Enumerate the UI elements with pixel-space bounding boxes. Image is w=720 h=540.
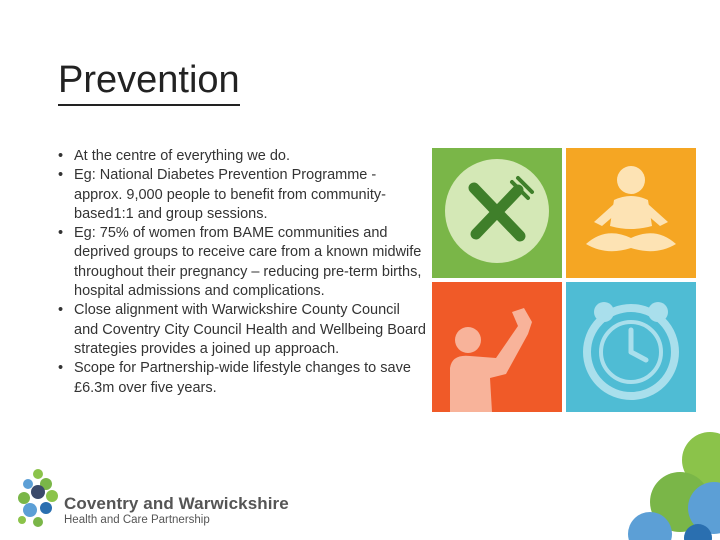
raised-arm-icon bbox=[432, 282, 562, 412]
wellbeing-tile bbox=[566, 148, 696, 278]
bullet-item: • Eg: National Diabetes Prevention Programme - approx. 9,000 people to benefit from community-based1:1 and group sessions. bbox=[56, 166, 428, 224]
fork-knife-icon bbox=[432, 148, 562, 278]
clock-icon bbox=[566, 282, 696, 412]
bullet-item: • Eg: 75% of women from BAME communities and deprived groups to receive care from a known midwife throughout their pregnancy – reducing pre-term births, hospital admissions and complications. bbox=[56, 224, 428, 301]
bullet-item: • Close alignment with Warwickshire County Council and Coventry City Council Health and Wellbeing Board strategies provides a joined up approach. bbox=[56, 301, 428, 359]
nutrition-tile bbox=[432, 148, 562, 278]
decorative-circles-icon bbox=[610, 430, 720, 540]
activity-tile bbox=[432, 282, 562, 412]
logo-title: Coventry and Warwickshire bbox=[64, 494, 289, 513]
logo-subtitle: Health and Care Partnership bbox=[64, 514, 210, 526]
time-tile bbox=[566, 282, 696, 412]
bullet-item: • Scope for Partnership-wide lifestyle changes to save £6.3m over five years. bbox=[56, 359, 428, 398]
slide-title: Prevention bbox=[58, 58, 240, 106]
bullet-item: • At the centre of everything we do. bbox=[56, 147, 428, 166]
bullet-list bbox=[56, 147, 428, 398]
meditation-icon bbox=[566, 148, 696, 278]
